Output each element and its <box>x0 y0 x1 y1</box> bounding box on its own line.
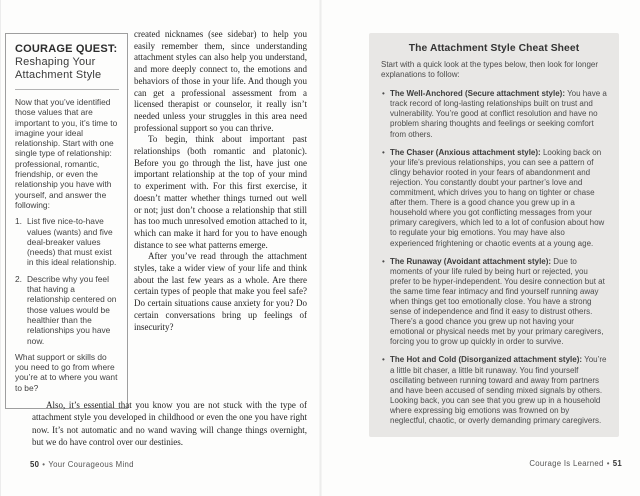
footer-separator-dot: • <box>42 460 46 469</box>
body-paragraph-full-width: Also, it’s essential that you know you are not stuck with the type of attachment style you developed in childhood or even the one you have right now. It’s not automatic and no wand waving will change things overnight, but we do have control over our destinies. <box>32 400 307 448</box>
page-number: 50 <box>30 460 40 469</box>
sidebar-body <box>15 97 119 393</box>
item-body <box>390 148 607 249</box>
cheat-sheet-intro: Start with a quick look at the types below, then look for longer explanations to follow: <box>381 60 599 80</box>
left-page-footer <box>30 460 134 469</box>
sidebar-title <box>15 43 119 82</box>
running-header-title: Your Courageous Mind <box>48 460 134 469</box>
attachment-style-item-disorganized <box>381 355 607 426</box>
body-paragraph: created nicknames (see sidebar) to help you easily remember them, since understanding attachment styles can also help you understand, and more deeply connect to, the emotions and behaviors of those in your life. And though you can get a professional assessment from a licensed therapist or counselor, it really isn’t needed unless your struggles in this area need professional support so you can thrive. <box>134 29 307 133</box>
list-item-text: List five nice-to-have values (wants) and five deal-breaker values (needs) that must exist in this ideal relationship. <box>27 216 117 268</box>
sidebar-title-text: Reshaping Your Attachment Style <box>15 56 102 81</box>
bullet-marker: • <box>382 256 385 266</box>
list-item-text: Describe why you feel that having a relationship centered on those values would be healthier than the relationships you have now. <box>27 273 117 346</box>
footer-separator-dot: • <box>606 459 610 468</box>
item-label: The Hot and Cold (Disorganized attachment style): <box>390 355 583 365</box>
sidebar-title-kicker: COURAGE QUEST: <box>15 43 118 55</box>
item-text: Due to moments of your life ruled by being hurt or rejected, you prefer to be hyper-independent. You desire connection but at the same time fear intimacy and find yourself running away when things get too emotionally close. You have a strong sense of independence and find it easy to distrust others. There’s a good chance you grew up not having your emotional or physical needs met by your primary caregivers, forcing you to grow up quickly in order to survive. <box>390 256 605 347</box>
list-item-number: 2. <box>15 273 22 284</box>
list-item <box>15 216 119 267</box>
page-gutter-divider <box>319 0 322 496</box>
item-body <box>390 257 607 348</box>
sidebar-numbered-list <box>15 216 119 346</box>
bullet-marker: • <box>382 147 385 157</box>
sidebar-divider <box>15 89 119 90</box>
list-item <box>15 274 119 346</box>
running-header-title: Courage Is Learned <box>529 459 604 468</box>
list-item-number: 1. <box>15 216 22 227</box>
item-body <box>390 89 607 139</box>
page-number: 51 <box>612 459 622 468</box>
item-text: You have a track record of long-lasting relationships built on trust and vulnerability. You’re good at conflict resolution and have no problem sharing thoughts and feelings or seeking comfort from others. <box>390 89 607 139</box>
sidebar-intro: Now that you’ve identified those values that are important to you, it’s time to imagine your ideal relationship. Start with one single type of relationship: professional, romantic, friendship, or even the relationship you have with yourself, and answer the following: <box>15 97 118 210</box>
attachment-style-item-anxious <box>381 148 607 249</box>
item-label: The Well-Anchored (Secure attachment style): <box>390 89 565 99</box>
body-paragraph: To begin, think about important past relationships (both romantic and platonic). Before you go through the list, have just one important relationship at the top of your mind to experiment with. For this first exercise, it doesn’t matter whether things turned out well or not; just don’t choose a relationship that still has too much unresolved emotion attached to it, which can make it hard for you to have enough distance to see what patterns emerge. <box>134 134 307 250</box>
attachment-style-item-avoidant <box>381 257 607 348</box>
item-text: You’re a little bit chaser, a little bit runaway. You find yourself oscillating between running toward and away from partners and have been accused of sending mixed signals by others. Looking back, you can see that you grew up in a household where expressing big emotions was frowned on by neglectful, chaotic, or overly demanding primary caregivers. <box>390 355 607 425</box>
right-page-footer <box>529 459 622 468</box>
cheat-sheet-panel <box>369 33 619 437</box>
item-label: The Runaway (Avoidant attachment style): <box>390 256 552 266</box>
attachment-style-item-secure <box>381 89 607 139</box>
body-paragraph: After you’ve read through the attachment styles, take a wider view of your life and think about the last few years as a whole. Are there certain types of people that make you feel safe? Do certain situations cause anxiety for you? Do certain conversations bring up feelings of insecurity? <box>134 251 307 332</box>
courage-quest-sidebar <box>5 33 128 409</box>
item-label: The Chaser (Anxious attachment style): <box>390 147 541 157</box>
bullet-marker: • <box>382 89 385 99</box>
sidebar-outro: What support or skills do you need to go from where you’re at to where you want to be? <box>15 351 118 393</box>
bullet-marker: • <box>382 355 385 365</box>
body-text-column <box>134 29 307 333</box>
cheat-sheet-title: The Attachment Style Cheat Sheet <box>408 43 580 54</box>
item-text: Looking back on your life’s previous relationships, you can see a pattern of clingy behavior rooted in your fears of abandonment and rejection. You constantly doubt your partner’s love and commitment, which drives you to hang on tighter or chase after them. There is a good chance you grew up in a household where you got conflicting messages from your primary caregivers, which led to a lot of confusion about how to regulate your big emotions. You may have also experienced frightening or chaotic events at a young age. <box>390 147 605 248</box>
item-body <box>390 355 607 426</box>
